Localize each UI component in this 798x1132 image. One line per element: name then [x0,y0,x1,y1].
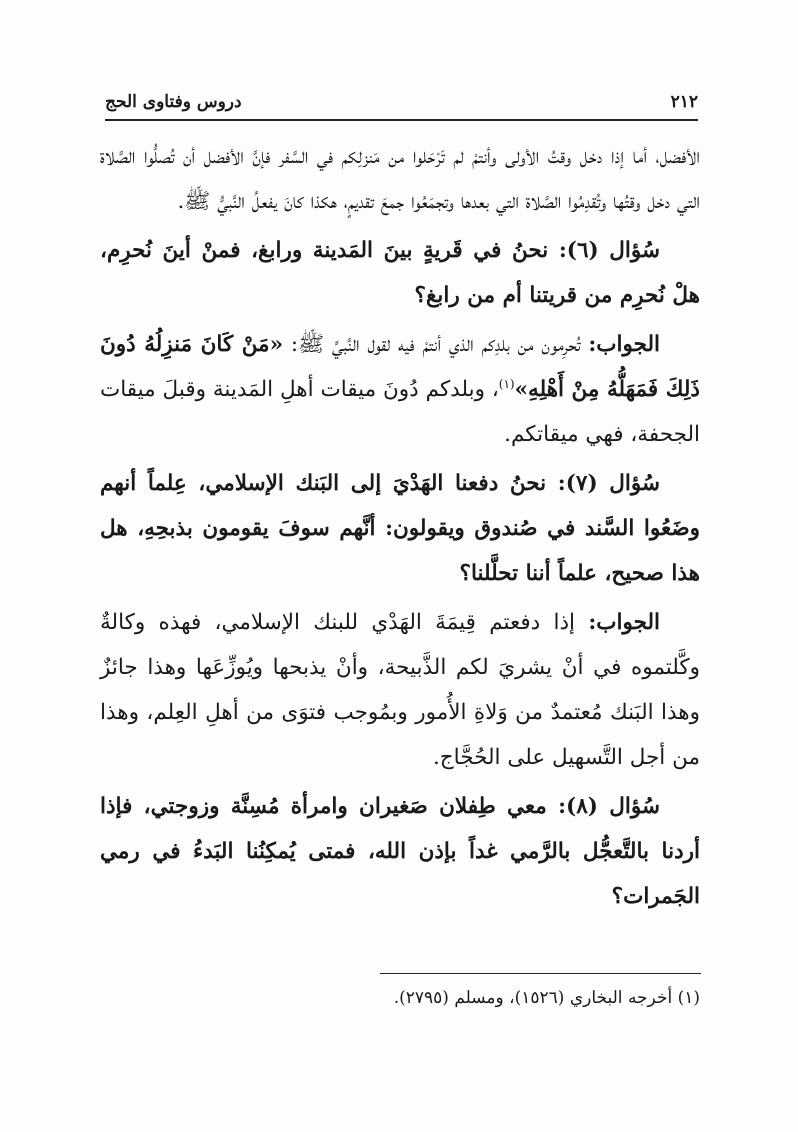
header-divider [105,119,698,121]
answer-label: الجواب: [588,610,660,635]
answer-label: الجواب: [588,332,660,357]
hadith-quote: «مَنْ كَانَ مَنزِلُهُ دُونَ ذَلِكَ فَمَهَلُّهُ مِنْ أَهْلِهِ» [100,332,700,402]
question-label: سُؤال (٦): [558,238,660,263]
running-title: دروس وفتاوى الحج [105,92,242,112]
question-7 [100,461,700,596]
question-text: نحنُ في قَريةٍ بينَ المَدينة ورابغ، فمنْ أينَ نُحرِم، هلْ نُحرِم من قريتنا أم من رابغ؟ [100,238,700,308]
question-label: سُؤال (٨): [558,794,660,819]
question-6 [100,228,700,318]
footnote: (١) أخرجه البخاري (١٥٢٦)، ومسلم (٢٧٩٥). [393,988,700,1008]
page-header [105,88,698,116]
body-text [100,134,700,923]
question-text: معي طِفلان صَغيران وامرأة مُسِنَّة وزوجتي، فإذا أردنا بالتَّعجُّل بالرَّمي غداً بإذن الله، فمتى يُمكِنُنا البَدءُ في رمي الجَمرات؟ [100,794,700,909]
paragraph-continuation: الأفضل، أما إذا دخل وقتُ الأولى وأنتمْ لم تَرْحَلوا من مَنزلِكم في السَّفر فإنَّ الأفضل أن تُصلُّوا الصَّلاة التي دخل وقتُها وتُقدِمُوا الصَّلاة التي بعدها وتجمَعُوا جمعَ تقديمٍ، هكذا كانَ يفعلُ النَّبيُّ ﷺ. [100,144,700,214]
answer-text: تُحرِمون من بلدِكم الذي أنتمْ فيه لقول النَّبيِّ ﷺ: [290,332,581,357]
question-label: سُؤال (٧): [557,471,660,496]
answer-text-after: ، وبلدكم دُونَ ميقات أهلِ المَدينة وقبلَ ميقات الجحفة، فهي ميقاتكم. [100,377,700,447]
footnote-divider [380,973,701,974]
answer-7 [100,600,700,780]
question-text: نحنُ دفعنا الهَدْيَ إلى البَنك الإسلامي، عِلماً أنهم وضَعُوا السَّند في صُندوق ويقولون: أنَّهم سوفَ يقومون بذبحِهِ، هل هذا صحيح، علماً أننا تحلَّلنا؟ [100,471,700,586]
footnote-ref: (١) [498,376,515,391]
page-number: ٢١٢ [670,92,698,112]
question-8 [100,784,700,919]
answer-text: إذا دفعتم قِيمَةَ الهَدْي للبنك الإسلامي، فهذه وكالةٌ وكَّلتموه في أنْ يشريَ لكم الذَّبيحة، وأنْ يذبحها ويُوزِّعَها وهذا جائزٌ وهذا البَنك مُعتمدٌ من وَلاةِ الأُمور وبمُوجب فتوَى من أهلِ العِلم، وهذا من أجل التَّسهيل على الحُجَّاج. [100,610,700,770]
answer-6 [100,322,700,457]
